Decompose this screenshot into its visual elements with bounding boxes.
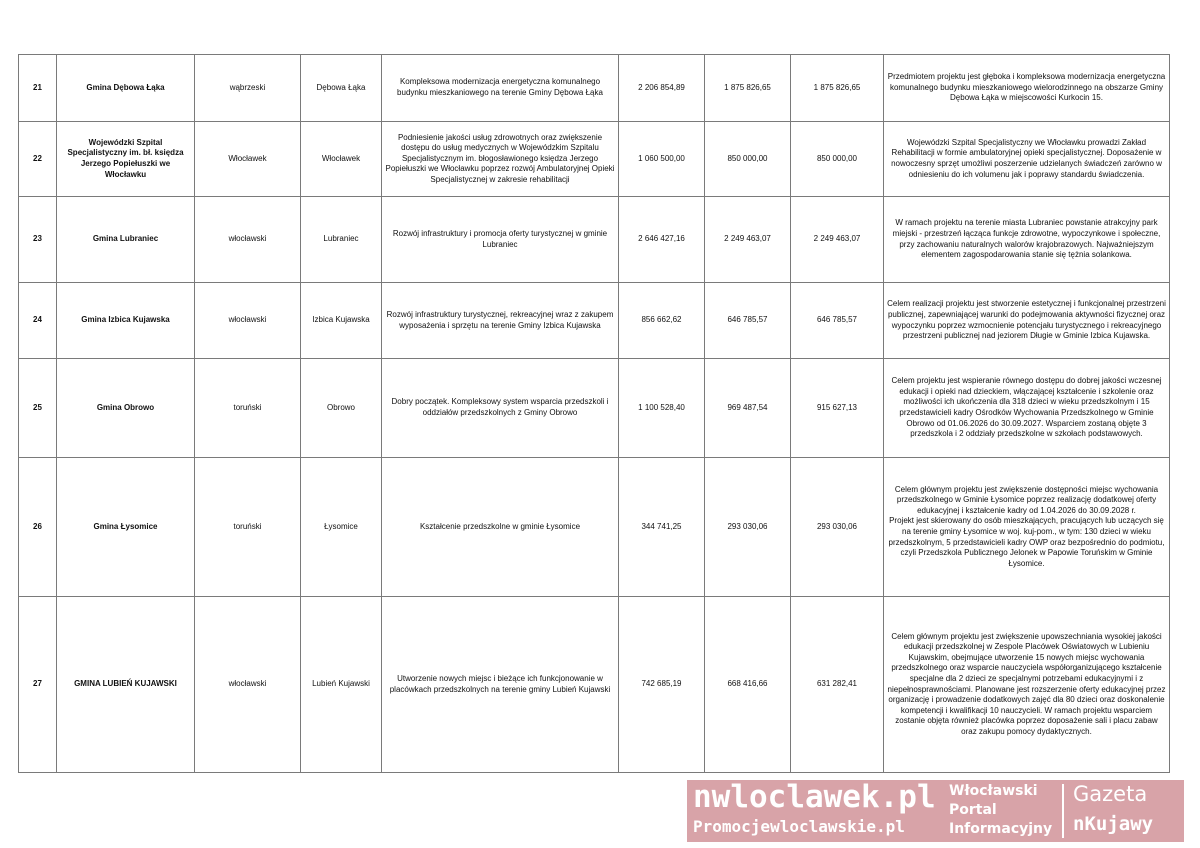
beneficiary-name: Gmina Izbica Kujawska xyxy=(57,283,195,359)
municipality: Lubraniec xyxy=(301,197,382,283)
gazeta-logo[interactable] xyxy=(1073,780,1179,842)
eligible-costs: 850 000,00 xyxy=(705,122,791,197)
cofinancing: 2 249 463,07 xyxy=(791,197,884,283)
cofinancing: 631 282,41 xyxy=(791,597,884,773)
project-description: Celem projektu jest wspieranie równego dostępu do dobrej jakości wczesnej edukacji i opieki nad dzieckiem, włączającej kształcenie i szkolenie oraz możliwości ich ukończenia dla 318 dzieci w wieku przedszkolnym i 15 przedstawicieli kadry Ośrodków Wychowania Przedszkolnego w Gminie Obrowo od 01.06.2026 do 30.09.2027. Wsparciem zostaną objęte 3 przedszkola i 2 oddziały przedszkolne w szkołach podstawowych. xyxy=(884,359,1170,458)
gazeta-brand: nKujawy xyxy=(1073,813,1154,835)
county: toruński xyxy=(195,458,301,597)
beneficiary-name: Gmina Lubraniec xyxy=(57,197,195,283)
total-value: 2 206 854,89 xyxy=(619,55,705,122)
project-description: W ramach projektu na terenie miasta Lubraniec powstanie atrakcyjny park miejski - przestrzeń łącząca funkcje zdrowotne, wypoczynkowe i społeczne, przy zachowaniu naturalnych walorów krajobrazowych. Najważniejszym elementem zagospodarowania stanie się tężnia solankowa. xyxy=(884,197,1170,283)
municipality: Łysomice xyxy=(301,458,382,597)
project-title: Rozwój infrastruktury turystycznej, rekreacyjnej wraz z zakupem wyposażenia i sprzętu na terenie Gminy Izbica Kujawska xyxy=(382,283,619,359)
total-value: 742 685,19 xyxy=(619,597,705,773)
table-row xyxy=(19,197,1170,283)
project-title: Podniesienie jakości usług zdrowotnych oraz zwiększenie dostępu do usług medycznych w Wojewódzkim Szpitalu Specjalistycznym im. błogosławionego księdza Jerzego Popiełuszki we Włocławku poprzez rozwój Ambulatoryjnej Opieki Specjalistycznej w zakresie rehabilitacji xyxy=(382,122,619,197)
project-description: Celem głównym projektu jest zwiększenie upowszechniania wysokiej jakości edukacji przedszkolnej w Zespole Placówek Oświatowych w Lubieniu Kujawskim, obejmujące utworzenie 15 nowych miejsc wychowania przedszkolnego oraz wsparcie nauczyciela współorganizującego kształcenie specjalne dla 2 dzieci ze specjalnymi potrzebami edukacyjnymi i z niepełnosprawnościami. Planowane jest rozszerzenie oferty edukacyjnej przez organizację i prowadzenie dodatkowych zajęć dla 80 dzieci oraz doskonalenie kompetencji i kwalifikacji 10 nauczycieli. W ramach projektu wsparciem zostanie objęta również placówka poprzez doposażenie sali i placu zabaw oraz zakupu pomocy dydaktycznych. xyxy=(884,597,1170,773)
municipality: Lubień Kujawski xyxy=(301,597,382,773)
beneficiary-name: Gmina Obrowo xyxy=(57,359,195,458)
beneficiary-name: Gmina Łysomice xyxy=(57,458,195,597)
municipality: Obrowo xyxy=(301,359,382,458)
project-title: Kształcenie przedszkolne w gminie Łysomice xyxy=(382,458,619,597)
eligible-costs: 293 030,06 xyxy=(705,458,791,597)
total-value: 1 060 500,00 xyxy=(619,122,705,197)
project-description: Przedmiotem projektu jest głęboka i kompleksowa modernizacja energetyczna komunalnego budynku mieszkaniowego wielorodzinnego na obszarze Gminy Dębowa Łąka w miejscowości Kurkocin 15. xyxy=(884,55,1170,122)
county: wąbrzeski xyxy=(195,55,301,122)
site-logo-main[interactable]: nwloclawek.pl xyxy=(693,779,936,815)
county: Włocławek xyxy=(195,122,301,197)
projects-grid xyxy=(18,54,1170,773)
banner-divider xyxy=(1062,784,1064,838)
portal-line: Włocławski xyxy=(949,783,1038,799)
portal-line: Portal xyxy=(949,802,997,818)
eligible-costs: 668 416,66 xyxy=(705,597,791,773)
beneficiary-name: Gmina Dębowa Łąka xyxy=(57,55,195,122)
project-title: Kompleksowa modernizacja energetyczna komunalnego budynku mieszkaniowego na terenie Gminy Dębowa Łąka xyxy=(382,55,619,122)
project-table xyxy=(18,54,1169,773)
eligible-costs: 646 785,57 xyxy=(705,283,791,359)
cofinancing: 1 875 826,65 xyxy=(791,55,884,122)
row-number: 21 xyxy=(19,55,57,122)
cofinancing: 850 000,00 xyxy=(791,122,884,197)
project-description: Wojewódzki Szpital Specjalistyczny we Włocławku prowadzi Zakład Rehabilitacji w formie ambulatoryjnej opieki specjalistycznej. Doposażenie w nowoczesny sprzęt umożliwi poszerzenie udzielanych świadczeń zarówno w odniesieniu do ich volumenu jak i poprawy standardu świadczenia. xyxy=(884,122,1170,197)
portal-caption xyxy=(949,782,1059,840)
municipality: Dębowa Łąka xyxy=(301,55,382,122)
row-number: 23 xyxy=(19,197,57,283)
total-value: 1 100 528,40 xyxy=(619,359,705,458)
eligible-costs: 1 875 826,65 xyxy=(705,55,791,122)
county: włocławski xyxy=(195,283,301,359)
table-row xyxy=(19,55,1170,122)
row-number: 22 xyxy=(19,122,57,197)
county: toruński xyxy=(195,359,301,458)
municipality: Izbica Kujawska xyxy=(301,283,382,359)
project-title: Utworzenie nowych miejsc i bieżące ich funkcjonowanie w placówkach przedszkolnych na terenie gminy Lubień Kujawski xyxy=(382,597,619,773)
municipality: Włocławek xyxy=(301,122,382,197)
project-title: Dobry początek. Kompleksowy system wsparcia przedszkoli i oddziałów przedszkolnych z Gminy Obrowo xyxy=(382,359,619,458)
gazeta-word: Gazeta xyxy=(1073,782,1148,806)
beneficiary-name: Wojewódzki Szpital Specjalistyczny im. bł. księdza Jerzego Popiełuszki we Włocławku xyxy=(57,122,195,197)
table-row xyxy=(19,283,1170,359)
total-value: 344 741,25 xyxy=(619,458,705,597)
eligible-costs: 969 487,54 xyxy=(705,359,791,458)
row-number: 27 xyxy=(19,597,57,773)
county: włocławski xyxy=(195,197,301,283)
table-row xyxy=(19,597,1170,773)
cofinancing: 646 785,57 xyxy=(791,283,884,359)
county: włocławski xyxy=(195,597,301,773)
watermark-banner xyxy=(687,780,1184,842)
table-row xyxy=(19,122,1170,197)
project-description: Celem realizacji projektu jest stworzenie estetycznej i funkcjonalnej przestrzeni publicznej, zapewniającej warunki do podejmowania aktywności fizycznej oraz wypoczynku poprzez wzmocnienie potencjału turystycznego i rekreacyjnego przestrzeni publicznej nad jeziorem Długie w Gminie Izbica Kujawska. xyxy=(884,283,1170,359)
total-value: 2 646 427,16 xyxy=(619,197,705,283)
row-number: 25 xyxy=(19,359,57,458)
row-number: 26 xyxy=(19,458,57,597)
table-row xyxy=(19,458,1170,597)
cofinancing: 915 627,13 xyxy=(791,359,884,458)
total-value: 856 662,62 xyxy=(619,283,705,359)
eligible-costs: 2 249 463,07 xyxy=(705,197,791,283)
project-description: Celem głównym projektu jest zwiększenie dostępności miejsc wychowania przedszkolnego w Gminie Łysomice poprzez realizację dodatkowej oferty edukacyjnej i kształcenie kadry od 1.04.2026 do 30.09.2028 r. Projekt jest skierowany do osób mieszkających, pracujących lub uczących się na terenie gminy Łysomice w woj. kuj-pom., w tym: 130 dzieci w wieku przedszkolnym, 5 przedstawicieli kadry OWP oraz bezpośrednio do podmiotu, czyli Przedszkola Publicznego Jelonek w Papowie Toruńskim w Gminie Łysomice. xyxy=(884,458,1170,597)
project-title: Rozwój infrastruktury i promocja oferty turystycznej w gminie Lubraniec xyxy=(382,197,619,283)
table-row xyxy=(19,359,1170,458)
beneficiary-name: GMINA LUBIEŃ KUJAWSKI xyxy=(57,597,195,773)
portal-line: Informacyjny xyxy=(949,821,1053,837)
site-logo-promo[interactable]: Promocjewloclawskie.pl xyxy=(693,817,905,836)
cofinancing: 293 030,06 xyxy=(791,458,884,597)
row-number: 24 xyxy=(19,283,57,359)
